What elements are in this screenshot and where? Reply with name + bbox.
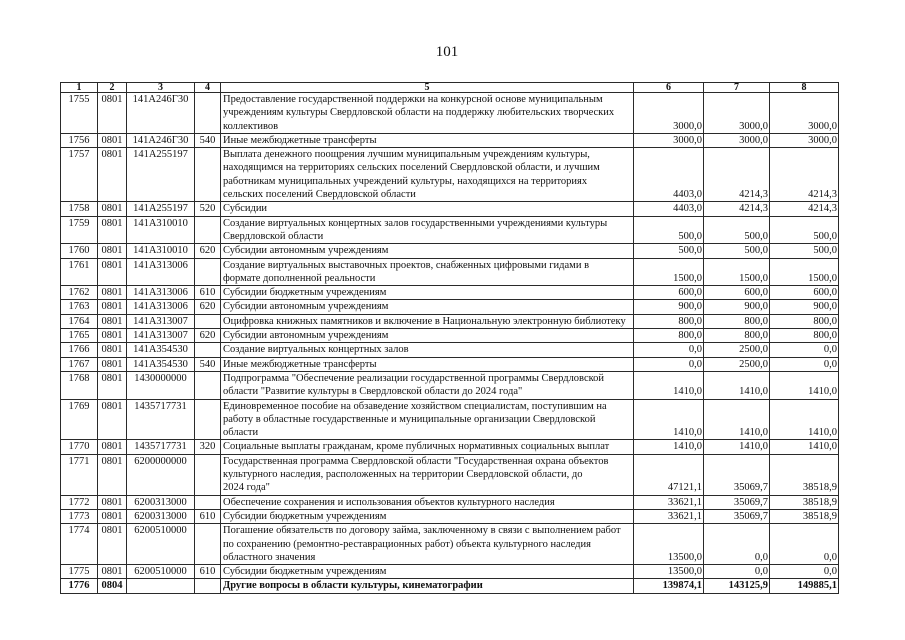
amount-cell-6: 500,0 <box>634 216 704 244</box>
amount-cell-8: 500,0 <box>770 244 839 258</box>
target-code-cell: 141A313007 <box>127 329 195 343</box>
name-line: области <box>223 427 259 439</box>
name-line: Единовременное пособие на обзаведение хозяйством специалистам, поступившим на <box>223 400 607 412</box>
amount-cell-7: 4214,3 <box>704 148 770 202</box>
table-row <box>61 300 839 314</box>
name-line: работу в областные государственные и муниципальные организации Свердловской <box>223 413 596 425</box>
expense-type-cell: 620 <box>195 244 221 258</box>
amount-cell-7: 1410,0 <box>704 399 770 440</box>
section-code-cell: 0801 <box>98 258 127 286</box>
expense-type-cell <box>195 93 221 134</box>
table-header <box>61 83 839 93</box>
target-code-cell: 141A313006 <box>127 286 195 300</box>
column-header-7: 7 <box>704 83 770 93</box>
line-number-cell: 1761 <box>61 258 98 286</box>
amount-cell-7: 1500,0 <box>704 258 770 286</box>
amount-cell-8: 800,0 <box>770 329 839 343</box>
amount-cell-6: 4403,0 <box>634 148 704 202</box>
line-number-cell: 1772 <box>61 495 98 509</box>
expense-type-cell <box>195 524 221 565</box>
amount-cell-7: 900,0 <box>704 300 770 314</box>
target-code-cell: 6200313000 <box>127 495 195 509</box>
amount-cell-7: 4214,3 <box>704 202 770 216</box>
section-code-cell: 0801 <box>98 148 127 202</box>
column-header-6: 6 <box>634 83 704 93</box>
amount-cell-8: 3000,0 <box>770 133 839 147</box>
amount-cell-6: 13500,0 <box>634 565 704 579</box>
table-row <box>61 133 839 147</box>
name-cell <box>221 440 634 454</box>
name-line: культурного наследия, расположенных на территории Свердловской области, до <box>223 469 583 481</box>
amount-cell-6: 47121,1 <box>634 454 704 495</box>
name-line: Обеспечение сохранения и использования объектов культурного наследия <box>223 496 555 508</box>
section-code-cell: 0801 <box>98 371 127 399</box>
line-number-cell: 1770 <box>61 440 98 454</box>
name-line: Другие вопросы в области культуры, кинематографии <box>223 580 483 592</box>
name-line: областного значения <box>223 551 316 563</box>
name-cell <box>221 258 634 286</box>
table-row <box>61 329 839 343</box>
table-row <box>61 524 839 565</box>
name-line: Предоставление государственной поддержки на конкурсной основе муниципальным <box>223 94 603 105</box>
page-number: 101 <box>435 44 459 60</box>
name-line: Субсидии бюджетным учреждениям <box>223 287 387 299</box>
table-row <box>61 399 839 440</box>
column-header-2: 2 <box>98 83 127 93</box>
line-number-cell: 1764 <box>61 314 98 328</box>
line-number-cell: 1759 <box>61 216 98 244</box>
name-line: 2024 года" <box>223 482 270 494</box>
name-cell <box>221 371 634 399</box>
name-line: Субсидии бюджетным учреждениям <box>223 566 387 578</box>
section-code-cell: 0801 <box>98 286 127 300</box>
target-code-cell: 141A313007 <box>127 314 195 328</box>
amount-cell-6: 33621,1 <box>634 509 704 523</box>
amount-cell-7: 600,0 <box>704 286 770 300</box>
header-row <box>61 83 839 93</box>
expense-type-cell: 620 <box>195 300 221 314</box>
name-line: Погашение обязательств по договору займа, заключенному в связи с выполнением работ <box>223 525 621 537</box>
amount-cell-8: 1410,0 <box>770 399 839 440</box>
amount-cell-8: 3000,0 <box>770 93 839 134</box>
section-code-cell: 0801 <box>98 495 127 509</box>
target-code-cell: 6200510000 <box>127 565 195 579</box>
name-cell <box>221 454 634 495</box>
amount-cell-6: 33621,1 <box>634 495 704 509</box>
name-line: по сохранению (ремонтно-реставрационных работ) объекта культурного наследия <box>223 538 591 550</box>
column-header-4: 4 <box>195 83 221 93</box>
expense-type-cell: 610 <box>195 509 221 523</box>
expense-type-cell <box>195 216 221 244</box>
expense-type-cell: 540 <box>195 133 221 147</box>
expense-type-cell <box>195 314 221 328</box>
target-code-cell: 141A255197 <box>127 148 195 202</box>
table-row <box>61 148 839 202</box>
amount-cell-8: 1500,0 <box>770 258 839 286</box>
table-row <box>61 286 839 300</box>
name-line: Иные межбюджетные трансферты <box>223 358 377 370</box>
name-cell <box>221 216 634 244</box>
line-number-cell: 1767 <box>61 357 98 371</box>
target-code-cell: 1435717731 <box>127 440 195 454</box>
name-line: Субсидии бюджетным учреждениям <box>223 510 387 522</box>
amount-cell-6: 800,0 <box>634 314 704 328</box>
name-line: Свердловской области <box>223 230 324 242</box>
expense-type-cell: 610 <box>195 565 221 579</box>
section-code-cell: 0801 <box>98 329 127 343</box>
name-line: Выплата денежного поощрения лучшим муниципальным учреждениям культуры, <box>223 149 590 161</box>
amount-cell-8: 38518,9 <box>770 495 839 509</box>
expense-type-cell: 540 <box>195 357 221 371</box>
name-line: Государственная программа Свердловской области "Государственная охрана объектов <box>223 455 609 467</box>
expense-type-cell: 620 <box>195 329 221 343</box>
name-line: Субсидии автономным учреждениям <box>223 301 389 313</box>
line-number-cell: 1765 <box>61 329 98 343</box>
section-code-cell: 0801 <box>98 216 127 244</box>
section-code-cell: 0801 <box>98 454 127 495</box>
expense-type-cell <box>195 579 221 593</box>
section-code-cell: 0801 <box>98 314 127 328</box>
expense-type-cell: 320 <box>195 440 221 454</box>
target-code-cell: 141A354530 <box>127 357 195 371</box>
amount-cell-8: 0,0 <box>770 343 839 357</box>
name-cell <box>221 509 634 523</box>
line-number-cell: 1776 <box>61 579 98 593</box>
amount-cell-7: 1410,0 <box>704 440 770 454</box>
column-header-3: 3 <box>127 83 195 93</box>
table-row <box>61 314 839 328</box>
name-cell <box>221 244 634 258</box>
section-code-cell: 0801 <box>98 300 127 314</box>
line-number-cell: 1766 <box>61 343 98 357</box>
target-code-cell: 141A255197 <box>127 202 195 216</box>
name-cell <box>221 343 634 357</box>
line-number-cell: 1763 <box>61 300 98 314</box>
expense-type-cell: 520 <box>195 202 221 216</box>
amount-cell-7: 800,0 <box>704 314 770 328</box>
section-code-cell: 0801 <box>98 93 127 134</box>
line-number-cell: 1775 <box>61 565 98 579</box>
amount-cell-6: 500,0 <box>634 244 704 258</box>
name-cell <box>221 202 634 216</box>
section-code-cell: 0804 <box>98 579 127 593</box>
amount-cell-8: 4214,3 <box>770 202 839 216</box>
name-line: Создание виртуальных выставочных проектов, снабженных цифровыми гидами в <box>223 259 590 271</box>
expense-type-cell: 610 <box>195 286 221 300</box>
target-code-cell: 141A246Г30 <box>127 133 195 147</box>
amount-cell-7: 800,0 <box>704 329 770 343</box>
name-cell <box>221 93 634 134</box>
amount-cell-8: 0,0 <box>770 357 839 371</box>
expense-type-cell <box>195 399 221 440</box>
name-cell <box>221 357 634 371</box>
target-code-cell: 141A310010 <box>127 244 195 258</box>
section-code-cell: 0801 <box>98 399 127 440</box>
amount-cell-6: 600,0 <box>634 286 704 300</box>
name-cell <box>221 300 634 314</box>
name-line: коллективов <box>223 120 279 132</box>
amount-cell-7: 1410,0 <box>704 371 770 399</box>
section-code-cell: 0801 <box>98 202 127 216</box>
name-cell <box>221 524 634 565</box>
name-line: Оцифровка книжных памятников и включение в Национальную электронную библиотеку <box>223 315 626 327</box>
name-cell <box>221 314 634 328</box>
amount-cell-6: 0,0 <box>634 343 704 357</box>
name-line: формате дополненной реальности <box>223 272 376 284</box>
line-number-cell: 1758 <box>61 202 98 216</box>
name-cell <box>221 399 634 440</box>
target-code-cell: 6200510000 <box>127 524 195 565</box>
section-code-cell: 0801 <box>98 343 127 357</box>
name-cell <box>221 148 634 202</box>
amount-cell-6: 0,0 <box>634 357 704 371</box>
target-code-cell: 1435717731 <box>127 399 195 440</box>
target-code-cell: 141A246Г30 <box>127 93 195 134</box>
amount-cell-8: 0,0 <box>770 565 839 579</box>
table-row <box>61 93 839 134</box>
name-line: Иные межбюджетные трансферты <box>223 134 377 146</box>
name-line: учреждениям культуры Свердловской области на поддержку любительских творческих <box>223 107 615 119</box>
amount-cell-6: 800,0 <box>634 329 704 343</box>
section-code-cell: 0801 <box>98 133 127 147</box>
amount-cell-7: 3000,0 <box>704 93 770 134</box>
amount-cell-7: 0,0 <box>704 524 770 565</box>
amount-cell-7: 35069,7 <box>704 509 770 523</box>
amount-cell-8: 1410,0 <box>770 371 839 399</box>
amount-cell-6: 1410,0 <box>634 399 704 440</box>
target-code-cell: 6200313000 <box>127 509 195 523</box>
amount-cell-7: 0,0 <box>704 565 770 579</box>
amount-cell-7: 2500,0 <box>704 343 770 357</box>
expense-type-cell <box>195 454 221 495</box>
amount-cell-7: 143125,9 <box>704 579 770 593</box>
amount-cell-8: 900,0 <box>770 300 839 314</box>
expense-type-cell <box>195 258 221 286</box>
expense-type-cell <box>195 371 221 399</box>
line-number-cell: 1757 <box>61 148 98 202</box>
line-number-cell: 1762 <box>61 286 98 300</box>
name-cell <box>221 495 634 509</box>
amount-cell-6: 4403,0 <box>634 202 704 216</box>
amount-cell-6: 1410,0 <box>634 371 704 399</box>
line-number-cell: 1755 <box>61 93 98 134</box>
amount-cell-8: 38518,9 <box>770 454 839 495</box>
name-cell <box>221 329 634 343</box>
amount-cell-8: 800,0 <box>770 314 839 328</box>
column-header-1: 1 <box>61 83 98 93</box>
table-body <box>61 93 839 594</box>
line-number-cell: 1768 <box>61 371 98 399</box>
column-header-8: 8 <box>770 83 839 93</box>
amount-cell-6: 1500,0 <box>634 258 704 286</box>
name-cell <box>221 565 634 579</box>
table-row <box>61 216 839 244</box>
amount-cell-7: 35069,7 <box>704 495 770 509</box>
amount-cell-8: 149885,1 <box>770 579 839 593</box>
line-number-cell: 1756 <box>61 133 98 147</box>
name-line: Субсидии <box>223 203 268 215</box>
name-line: Создание виртуальных концертных залов государственными учреждениями культуры <box>223 217 608 229</box>
table-row <box>61 357 839 371</box>
table-row <box>61 258 839 286</box>
table-row <box>61 202 839 216</box>
amount-cell-6: 1410,0 <box>634 440 704 454</box>
amount-cell-7: 500,0 <box>704 244 770 258</box>
name-line: сельских поселений Свердловской области <box>223 189 416 201</box>
section-code-cell: 0801 <box>98 244 127 258</box>
table-row <box>61 343 839 357</box>
name-line: находящимся на территориях сельских поселений Свердловской области, и лучшим <box>223 162 600 174</box>
expense-type-cell <box>195 148 221 202</box>
target-code-cell: 141A310010 <box>127 216 195 244</box>
column-header-5: 5 <box>221 83 634 93</box>
name-line: Подпрограмма "Обеспечение реализации государственной программы Свердловской <box>223 372 605 384</box>
table-row <box>61 579 839 593</box>
table-row <box>61 509 839 523</box>
section-code-cell: 0801 <box>98 357 127 371</box>
table-row <box>61 565 839 579</box>
amount-cell-7: 500,0 <box>704 216 770 244</box>
amount-cell-6: 900,0 <box>634 300 704 314</box>
table-row <box>61 244 839 258</box>
line-number-cell: 1771 <box>61 454 98 495</box>
name-line: Субсидии автономным учреждениям <box>223 245 389 257</box>
section-code-cell: 0801 <box>98 524 127 565</box>
budget-table <box>60 82 839 594</box>
amount-cell-6: 139874,1 <box>634 579 704 593</box>
name-line: Субсидии автономным учреждениям <box>223 330 389 342</box>
name-line: работникам муниципальных учреждений культуры, находящихся на территориях <box>223 175 588 187</box>
amount-cell-7: 2500,0 <box>704 357 770 371</box>
line-number-cell: 1769 <box>61 399 98 440</box>
target-code-cell: 141A354530 <box>127 343 195 357</box>
amount-cell-8: 0,0 <box>770 524 839 565</box>
table-row <box>61 371 839 399</box>
expense-type-cell <box>195 343 221 357</box>
table-row <box>61 454 839 495</box>
target-code-cell: 141A313006 <box>127 258 195 286</box>
amount-cell-8: 500,0 <box>770 216 839 244</box>
target-code-cell <box>127 579 195 593</box>
name-cell <box>221 579 634 593</box>
section-code-cell: 0801 <box>98 509 127 523</box>
amount-cell-7: 35069,7 <box>704 454 770 495</box>
amount-cell-6: 13500,0 <box>634 524 704 565</box>
target-code-cell: 6200000000 <box>127 454 195 495</box>
amount-cell-8: 38518,9 <box>770 509 839 523</box>
name-line: Создание виртуальных концертных залов <box>223 344 409 356</box>
target-code-cell: 1430000000 <box>127 371 195 399</box>
amount-cell-6: 3000,0 <box>634 133 704 147</box>
expense-type-cell <box>195 495 221 509</box>
section-code-cell: 0801 <box>98 565 127 579</box>
name-line: области "Развитие культуры в Свердловской области до 2024 года" <box>223 386 523 398</box>
amount-cell-8: 600,0 <box>770 286 839 300</box>
name-line: Социальные выплаты гражданам, кроме публичных нормативных социальных выплат <box>223 441 610 453</box>
target-code-cell: 141A313006 <box>127 300 195 314</box>
amount-cell-7: 3000,0 <box>704 133 770 147</box>
amount-cell-8: 4214,3 <box>770 148 839 202</box>
section-code-cell: 0801 <box>98 440 127 454</box>
line-number-cell: 1773 <box>61 509 98 523</box>
table-row <box>61 440 839 454</box>
amount-cell-8: 1410,0 <box>770 440 839 454</box>
name-cell <box>221 286 634 300</box>
line-number-cell: 1774 <box>61 524 98 565</box>
line-number-cell: 1760 <box>61 244 98 258</box>
name-cell <box>221 133 634 147</box>
table-row <box>61 495 839 509</box>
amount-cell-6: 3000,0 <box>634 93 704 134</box>
